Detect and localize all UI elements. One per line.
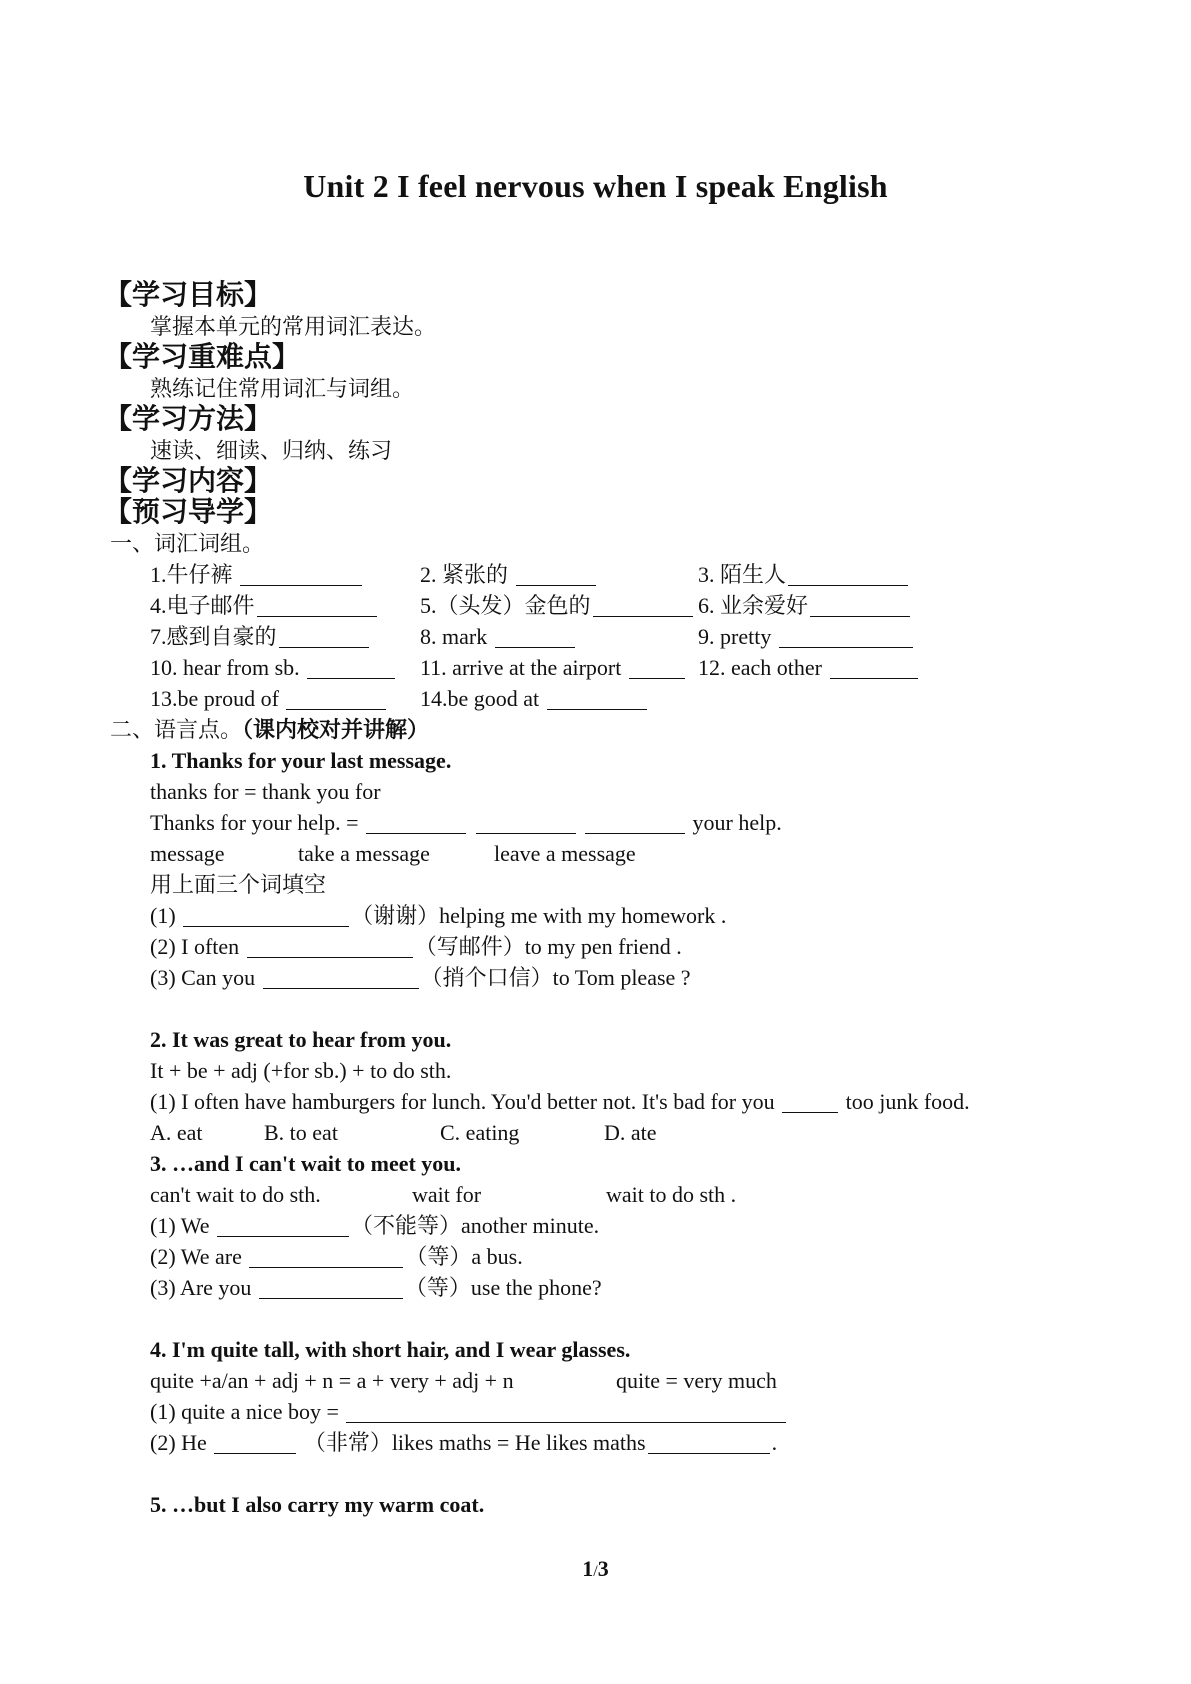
vocab-row [110, 559, 1110, 590]
answer-blank[interactable] [516, 563, 596, 586]
vocab-item: 4.电子邮件 [150, 590, 420, 621]
option-a[interactable]: A. eat [150, 1120, 203, 1145]
vocab-row [110, 621, 1110, 652]
point-1-title: 1. Thanks for your last message. [150, 748, 452, 773]
point-2-rule: It + be + adj (+for sb.) + to do sth. [150, 1058, 452, 1083]
vocab-item: 11. arrive at the airport [420, 652, 698, 683]
answer-blank[interactable] [830, 656, 918, 679]
vocab-heading: 一、词汇词组。 [110, 531, 265, 556]
answer-blank[interactable] [782, 1090, 838, 1113]
method-heading: 【学习方法】 [104, 404, 273, 435]
answer-blank[interactable] [366, 811, 466, 834]
page-number: 1/3 [582, 1556, 609, 1581]
point-1-words: message take a message leave a message [150, 841, 636, 866]
vocab-row [110, 590, 1110, 621]
worksheet-body [104, 280, 1110, 1520]
vocab-item: 8. mark [420, 621, 698, 652]
exercise-line: (2) I often （写邮件）to my pen friend . [150, 934, 682, 959]
point-2-title: 2. It was great to hear from you. [150, 1027, 452, 1052]
language-points-heading: 二、语言点。（课内校对并讲解） [110, 717, 430, 742]
point-5-title: 5. …but I also carry my warm coat. [150, 1492, 485, 1517]
vocab-item: 6. 业余爱好 [698, 590, 912, 621]
answer-blank[interactable] [263, 966, 419, 989]
option-c[interactable]: C. eating [440, 1120, 520, 1145]
vocab-item: 7.感到自豪的 [150, 621, 420, 652]
answer-blank[interactable] [183, 904, 349, 927]
content-heading: 【学习内容】 [104, 466, 273, 497]
goal-heading: 【学习目标】 [104, 280, 273, 311]
answer-blank[interactable] [346, 1400, 786, 1423]
answer-blank[interactable] [629, 656, 685, 679]
exercise-line: (3) Are you （等）use the phone? [150, 1275, 602, 1300]
vocab-item: 3. 陌生人 [698, 559, 910, 590]
answer-blank[interactable] [217, 1214, 349, 1237]
point-1-sentence: Thanks for your help. = your help. [150, 810, 782, 835]
option-d[interactable]: D. ate [604, 1120, 657, 1145]
page-title: Unit 2 I feel nervous when I speak English [303, 168, 888, 204]
answer-blank[interactable] [788, 563, 908, 586]
exercise-line: (1) quite a nice boy = [110, 1396, 1110, 1427]
answer-blank[interactable] [585, 811, 685, 834]
answer-blank[interactable] [810, 594, 910, 617]
vocab-row [110, 683, 1110, 714]
option-b[interactable]: B. to eat [264, 1120, 338, 1145]
vocab-item: 9. pretty [698, 621, 915, 652]
point-3-words: can't wait to do sth. wait for wait to do sth . [150, 1182, 737, 1207]
goal-text: 掌握本单元的常用词汇表达。 [150, 314, 437, 339]
answer-blank[interactable] [214, 1431, 296, 1454]
answer-blank[interactable] [495, 625, 575, 648]
answer-blank[interactable] [247, 935, 413, 958]
vocab-row [110, 652, 1110, 683]
vocab-item: 14.be good at [420, 683, 649, 714]
exercise-line: (1) I often have hamburgers for lunch. You'd better not. It's bad for you too junk food. [150, 1089, 970, 1114]
vocab-item: 1.牛仔裤 [150, 559, 420, 590]
exercise-line: (2) We are （等）a bus. [150, 1244, 523, 1269]
point-4-rule: quite +a/an + adj + n = a + very + adj + n quite = very much [150, 1368, 777, 1393]
vocab-item: 5.（头发）金色的 [420, 590, 698, 621]
answer-blank[interactable] [547, 687, 647, 710]
answer-blank[interactable] [240, 563, 362, 586]
point-4-title: 4. I'm quite tall, with short hair, and I wear glasses. [150, 1337, 631, 1362]
answer-blank[interactable] [593, 594, 693, 617]
answer-blank[interactable] [648, 1431, 770, 1454]
exercise-line: (3) Can you （捎个口信）to Tom please ? [150, 965, 691, 990]
answer-blank[interactable] [476, 811, 576, 834]
point-1-rule: thanks for = thank you for [150, 779, 381, 804]
key-heading: 【学习重难点】 [104, 342, 301, 373]
point-3-title: 3. …and I can't wait to meet you. [150, 1151, 462, 1176]
vocab-item: 2. 紧张的 [420, 559, 698, 590]
point-1-instruction: 用上面三个词填空 [150, 872, 327, 897]
vocab-item: 13.be proud of [150, 683, 420, 714]
exercise-line: (1) We （不能等）another minute. [150, 1213, 600, 1238]
answer-blank[interactable] [257, 594, 377, 617]
answer-blank[interactable] [307, 656, 395, 679]
answer-blank[interactable] [259, 1276, 403, 1299]
answer-blank[interactable] [249, 1245, 403, 1268]
vocab-item: 10. hear from sb. [150, 652, 420, 683]
preview-heading: 【预习导学】 [104, 497, 273, 528]
answer-blank[interactable] [286, 687, 386, 710]
answer-blank[interactable] [779, 625, 913, 648]
answer-blank[interactable] [279, 625, 369, 648]
method-text: 速读、细读、归纳、练习 [150, 438, 393, 463]
exercise-line: (1) （谢谢）helping me with my homework . [150, 903, 727, 928]
choice-options [110, 1117, 1110, 1148]
exercise-line: (2) He （非常）likes maths = He likes maths . [150, 1430, 778, 1455]
vocab-item: 12. each other [698, 652, 920, 683]
key-text: 熟练记住常用词汇与词组。 [150, 376, 415, 401]
